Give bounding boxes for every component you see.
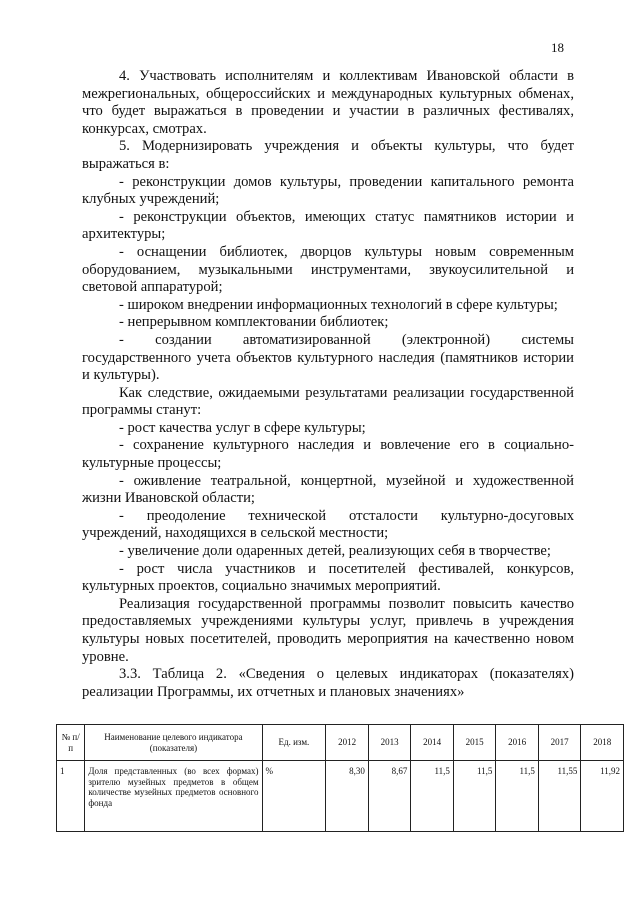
header-year: 2013: [368, 725, 411, 761]
paragraph: 4. Участвовать исполнителям и коллективам Ивановской области в межрегиональных, общероссийских и международных культурных обменах, что будет выражаться в проведении и участии в различных фестивалях, конкурсах, смотрах.: [82, 68, 574, 137]
paragraph: 5. Модернизировать учреждения и объекты культуры, что будет выражаться в:: [82, 138, 574, 172]
row-value: 11,55: [538, 761, 581, 832]
header-unit: Ед. изм.: [262, 725, 326, 761]
paragraph: - создании автоматизированной (электронной) системы государственного учета объектов культурного наследия (памятников истории и культуры).: [82, 331, 574, 384]
table-row: [57, 761, 624, 832]
table-caption: 3.3. Таблица 2. «Сведения о целевых индикаторах (показателях) реализации Программы, их отчетных и плановых значениях»: [82, 666, 574, 700]
row-value: 8,30: [326, 761, 369, 832]
row-indicator-name: Доля представленных (во всех формах) зрителю музейных предметов в общем количестве музейных предметов основного фонда: [85, 761, 262, 832]
paragraph: - сохранение культурного наследия и вовлечение его в социально-культурные процессы;: [82, 437, 574, 472]
header-year: 2017: [538, 725, 581, 761]
header-num: № п/п: [57, 725, 85, 761]
paragraph: - оснащении библиотек, дворцов культуры новым современным оборудованием, музыкальными инструментами, звукоусилительной и световой аппаратурой;: [82, 243, 574, 296]
header-name: Наименование целевого индикатора (показателя): [85, 725, 262, 761]
header-year: 2015: [453, 725, 496, 761]
row-value: 8,67: [368, 761, 411, 832]
paragraph: Реализация государственной программы позволит повысить качество предоставляемых учреждениями культуры услуг, привлечь в учреждения культуры новых посетителей, проводить мероприятия на качественно новом уровне.: [82, 595, 574, 665]
header-year: 2012: [326, 725, 369, 761]
row-value: 11,5: [411, 761, 454, 832]
row-value: 11,5: [453, 761, 496, 832]
header-year: 2014: [411, 725, 454, 761]
row-value: 11,92: [581, 761, 624, 832]
paragraph: - увеличение доли одаренных детей, реализующих себя в творчестве;: [119, 543, 551, 560]
paragraph: - преодоление технической отсталости культурно-досуговых учреждений, находящихся в сельской местности;: [82, 507, 574, 542]
row-num: 1: [57, 761, 85, 832]
paragraph: - широком внедрении информационных технологий в сфере культуры;: [119, 296, 558, 313]
indicators-table: [56, 724, 624, 832]
paragraph: - рост числа участников и посетителей фестивалей, конкурсов, культурных проектов, социально значимых мероприятий.: [82, 560, 574, 595]
page-number: 18: [551, 40, 564, 55]
row-unit: %: [262, 761, 326, 832]
paragraph: - реконструкции домов культуры, проведении капитального ремонта клубных учреждений;: [82, 173, 574, 208]
paragraph: - реконструкции объектов, имеющих статус памятников истории и архитектуры;: [82, 208, 574, 243]
row-value: 11,5: [496, 761, 539, 832]
body-text: [82, 68, 574, 701]
header-year: 2016: [496, 725, 539, 761]
header-year: 2018: [581, 725, 624, 761]
paragraph: - рост качества услуг в сфере культуры;: [119, 419, 366, 436]
paragraph: - непрерывном комплектовании библиотек;: [119, 314, 389, 331]
table-header-row: [57, 725, 624, 761]
paragraph: - оживление театральной, концертной, музейной и художественной жизни Ивановской области;: [82, 472, 574, 507]
paragraph: Как следствие, ожидаемыми результатами реализации государственной программы станут:: [82, 384, 574, 419]
